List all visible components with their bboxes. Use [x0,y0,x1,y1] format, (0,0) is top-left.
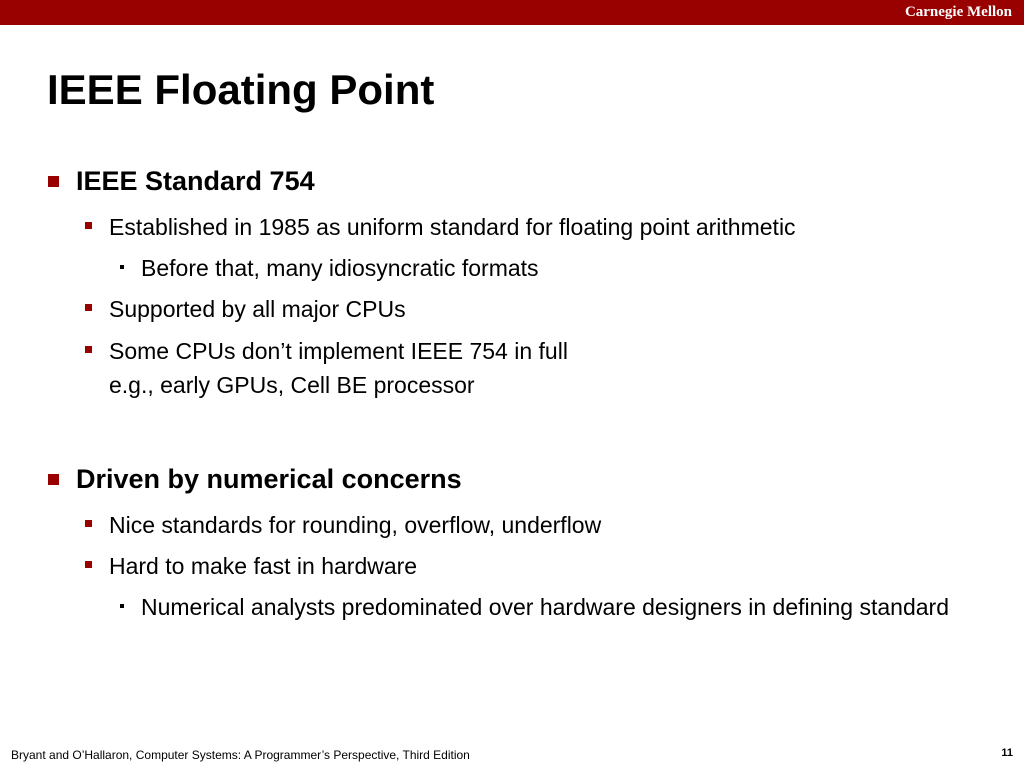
bullet-item [109,292,406,326]
section-heading-text: Driven by numerical concerns [76,464,462,494]
bullet-text: Some CPUs don’t implement IEEE 754 in full [109,338,568,364]
tiny-square-bullet-icon [120,265,124,269]
small-square-bullet-icon [85,346,92,353]
sub-bullet-text: Numerical analysts predominated over hardware designers in defining standard [141,594,949,620]
tiny-square-bullet-icon [120,604,124,608]
section-heading [76,166,315,197]
sub-bullet-text: Before that, many idiosyncratic formats [141,255,539,281]
small-square-bullet-icon [85,520,92,527]
bullet-text: Hard to make fast in hardware [109,553,418,579]
section-heading [76,464,462,495]
page-number: 11 [1001,747,1013,759]
footer-citation: Bryant and O’Hallaron, Computer Systems: A Programmer’s Perspective, Third Edition [11,748,470,762]
bullet-item [109,210,796,244]
bullet-item [109,334,568,402]
square-bullet-icon [48,176,59,187]
section-heading-text: IEEE Standard 754 [76,166,315,196]
small-square-bullet-icon [85,222,92,229]
small-square-bullet-icon [85,561,92,568]
header-bar [0,0,1024,25]
sub-bullet-item [141,590,981,624]
sub-bullet-item [141,251,981,285]
brand-label: Carnegie Mellon [904,4,1012,20]
bullet-continuation-text: e.g., early GPUs, Cell BE processor [109,372,475,398]
small-square-bullet-icon [85,304,92,311]
bullet-text: Supported by all major CPUs [109,296,406,322]
bullet-text: Nice standards for rounding, overflow, underflow [109,512,602,538]
bullet-text: Established in 1985 as uniform standard for floating point arithmetic [109,214,796,240]
bullet-item [109,508,601,542]
slide-title: IEEE Floating Point [47,66,435,113]
bullet-item [109,549,417,583]
square-bullet-icon [48,474,59,485]
